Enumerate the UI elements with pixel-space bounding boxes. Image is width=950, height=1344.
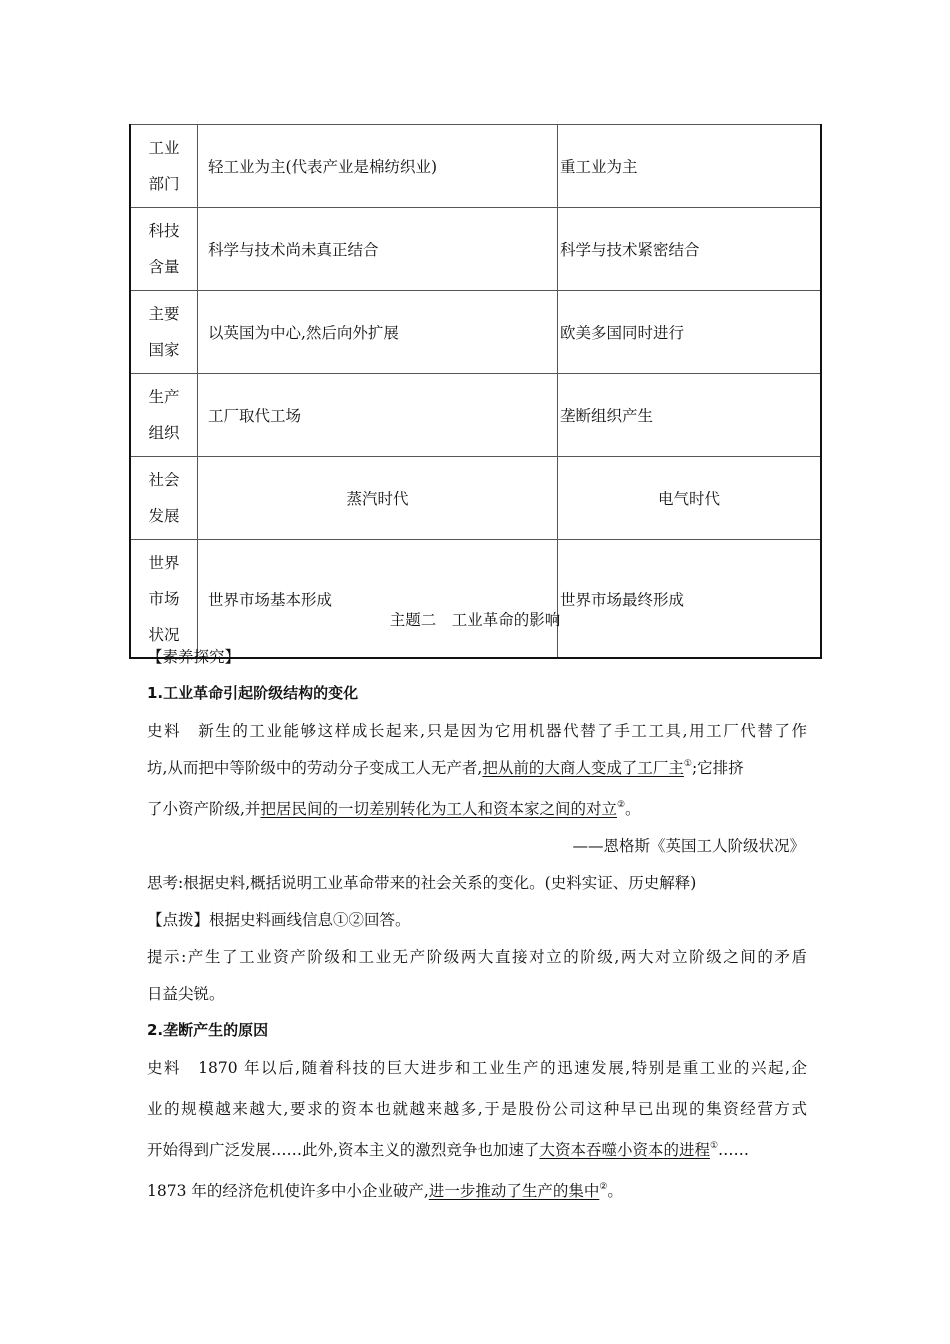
second-revolution-cell: 电气时代 — [558, 457, 822, 540]
part2-source-line: 开始得到广泛发展……此外,资本主义的激烈竞争也加速了大资本吞噬小资本的进程①…… — [147, 1141, 750, 1159]
row-label: 主要 国家 — [130, 291, 198, 374]
row-label: 世界 市场 状况 — [130, 540, 198, 659]
row-label: 科技 含量 — [130, 208, 198, 291]
part1-source-line: 史料 新生的工业能够这样成长起来,只是因为它用机器代替了手工工具,用工厂代替了作 — [147, 722, 807, 740]
table-row — [130, 125, 821, 208]
table-row — [130, 457, 821, 540]
part1-source-line: 了小资产阶级,并把居民间的一切差别转化为工人和资本家之间的对立②。 — [147, 800, 641, 818]
part2-source-line: 史料 1870 年以后,随着科技的巨大进步和工业生产的迅速发展,特别是重工业的兴起,企 — [147, 1059, 807, 1077]
first-revolution-cell: 蒸汽时代 — [198, 457, 558, 540]
section-tag: 【素养探究】 — [147, 648, 241, 666]
first-revolution-cell: 工厂取代工场 — [198, 374, 558, 457]
table-row — [130, 208, 821, 291]
second-revolution-cell: 科学与技术紧密结合 — [558, 208, 822, 291]
part1-source-line: 坊,从而把中等阶级中的劳动分子变成工人无产者,把从前的大商人变成了工厂主①;它排挤 — [147, 759, 744, 777]
part1-heading: 1.工业革命引起阶级结构的变化 — [147, 684, 359, 702]
table-row — [130, 291, 821, 374]
second-revolution-cell: 欧美多国同时进行 — [558, 291, 822, 374]
hint: 【点拨】根据史料画线信息①②回答。 — [147, 911, 411, 929]
row-label: 社会 发展 — [130, 457, 198, 540]
table-row — [130, 374, 821, 457]
theme-title: 主题二 工业革命的影响 — [389, 611, 561, 629]
answer-line: 提示:产生了工业资产阶级和工业无产阶级两大直接对立的阶级,两大对立阶级之间的矛盾 — [147, 948, 807, 966]
comparison-table — [129, 124, 822, 659]
citation: ——恩格斯《英国工人阶级状况》 — [572, 837, 805, 855]
underlined-text: 大资本吞噬小资本的进程 — [539, 1141, 710, 1159]
underlined-text: 把居民间的一切差别转化为工人和资本家之间的对立 — [260, 800, 617, 818]
underlined-text: 把从前的大商人变成了工厂主 — [482, 759, 684, 777]
part2-heading: 2.垄断产生的原因 — [147, 1021, 269, 1039]
part2-source-line: 业的规模越来越大,要求的资本也就越来越多,于是股份公司这种早已出现的集资经营方式 — [147, 1100, 807, 1118]
first-revolution-cell: 轻工业为主(代表产业是棉纺织业) — [198, 125, 558, 208]
second-revolution-cell: 重工业为主 — [558, 125, 822, 208]
first-revolution-cell: 以英国为中心,然后向外扩展 — [198, 291, 558, 374]
first-revolution-cell: 世界市场基本形成 — [198, 540, 558, 659]
table-row — [130, 540, 821, 659]
first-revolution-cell: 科学与技术尚未真正结合 — [198, 208, 558, 291]
second-revolution-cell: 垄断组织产生 — [558, 374, 822, 457]
question: 思考:根据史料,概括说明工业革命带来的社会关系的变化。(史料实证、历史解释) — [147, 874, 697, 892]
row-label: 工业 部门 — [130, 125, 198, 208]
answer-line: 日益尖锐。 — [147, 985, 225, 1003]
part2-source-line: 1873 年的经济危机使许多中小企业破产,进一步推动了生产的集中②。 — [147, 1182, 623, 1200]
underlined-text: 进一步推动了生产的集中 — [428, 1182, 600, 1200]
row-label: 生产 组织 — [130, 374, 198, 457]
second-revolution-cell: 世界市场最终形成 — [558, 540, 822, 659]
